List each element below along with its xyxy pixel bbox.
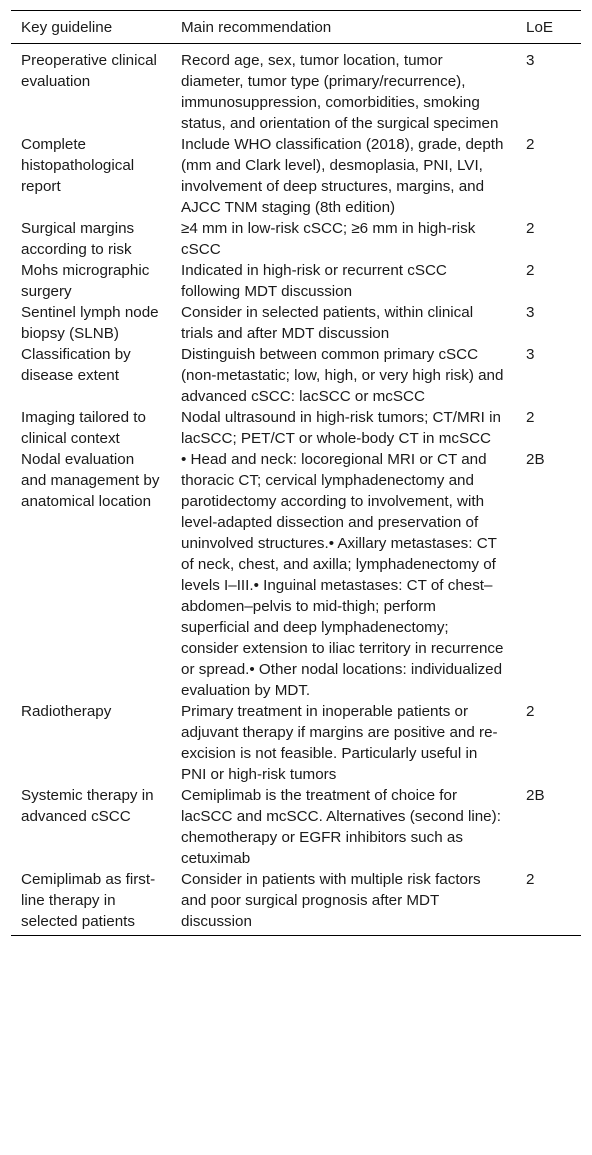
loe-cell: 3 (526, 304, 535, 321)
recommendation-cell: Consider in selected patients, within clinical trials and after MDT discussion (181, 304, 474, 342)
loe-cell: 2B (526, 787, 545, 804)
guideline-cell: Cemiplimab as first-line therapy in selected patients (21, 871, 156, 930)
loe-cell: 2 (526, 262, 535, 279)
header-main-recommendation: Main recommendation (181, 19, 332, 36)
recommendation-cell: Record age, sex, tumor location, tumor diameter, tumor type (primary/recurrence), immunosuppression, comorbidities, smoking status, and orientation of the surgical specimen (181, 52, 499, 132)
loe-cell: 2 (526, 703, 535, 720)
guideline-cell: Classification by disease extent (21, 346, 131, 384)
table-row (11, 701, 581, 785)
header-row (11, 11, 581, 44)
recommendation-cell: Nodal ultrasound in high-risk tumors; CT/MRI in lacSCC; PET/CT or whole-body CT in mcSCC (181, 409, 501, 447)
table-body (11, 44, 581, 936)
table-row (11, 44, 581, 135)
table-row (11, 407, 581, 449)
recommendation-cell: Indicated in high-risk or recurrent cSCC following MDT discussion (181, 262, 447, 300)
recommendation-cell: ≥4 mm in low-risk cSCC; ≥6 mm in high-risk cSCC (181, 220, 476, 258)
guideline-cell: Mohs micrographic surgery (21, 262, 150, 300)
loe-cell: 2B (526, 451, 545, 468)
recommendation-cell: Cemiplimab is the treatment of choice for lacSCC and mcSCC. Alternatives (second line): chemotherapy or EGFR inhibitors such as cetuximab (181, 787, 501, 867)
guideline-cell: Preoperative clinical evaluation (21, 52, 157, 90)
recommendation-cell: Include WHO classification (2018), grade, depth (mm and Clark level), desmoplasia, PNI, LVI, involvement of deep structures, margins, and AJCC TNM staging (8th edition) (181, 136, 504, 216)
table-row (11, 869, 581, 936)
recommendation-cell: • Head and neck: locoregional MRI or CT and thoracic CT; cervical lymphadenectomy and parotidectomy according to involvement, with level-adapted dissection and preservation of uninvolved structures.• Axillary metastases: CT of neck, chest, and axilla; lymphadenectomy of levels I–III.• Inguinal metastases: CT of chest–abdomen–pelvis to mid-thigh; perform superficial and deep lymphadenectomy; consider extension to iliac territory in recurrence or spread.• Other nodal locations: individualized evaluation by MDT. (181, 451, 504, 699)
recommendation-cell: Primary treatment in inoperable patients or adjuvant therapy if margins are positive and re-excision is not feasible. Particularly useful in PNI or high-risk tumors (181, 703, 498, 783)
table-row (11, 449, 581, 701)
guideline-cell: Complete histopathological report (21, 136, 135, 195)
table-row (11, 785, 581, 869)
loe-cell: 2 (526, 136, 535, 153)
table-row (11, 260, 581, 302)
table-row (11, 134, 581, 218)
loe-cell: 3 (526, 346, 535, 363)
table-row (11, 344, 581, 407)
table-header (11, 11, 581, 44)
guideline-cell: Imaging tailored to clinical context (21, 409, 146, 447)
guideline-cell: Radiotherapy (21, 703, 112, 720)
header-loe: LoE (526, 19, 554, 36)
loe-cell: 3 (526, 52, 535, 69)
recommendation-cell: Consider in patients with multiple risk factors and poor surgical prognosis after MDT discussion (181, 871, 481, 930)
guideline-cell: Nodal evaluation and management by anatomical location (21, 451, 160, 510)
guideline-cell: Sentinel lymph node biopsy (SLNB) (21, 304, 159, 342)
guidelines-table (11, 10, 581, 936)
guideline-cell: Systemic therapy in advanced cSCC (21, 787, 154, 825)
loe-cell: 2 (526, 220, 535, 237)
loe-cell: 2 (526, 409, 535, 426)
guideline-cell: Surgical margins according to risk (21, 220, 135, 258)
recommendation-cell: Distinguish between common primary cSCC (non-metastatic; low, high, or very high risk) and advanced cSCC: lacSCC or mcSCC (181, 346, 504, 405)
table-row (11, 218, 581, 260)
loe-cell: 2 (526, 871, 535, 888)
header-key-guideline: Key guideline (21, 19, 113, 36)
table-row (11, 302, 581, 344)
